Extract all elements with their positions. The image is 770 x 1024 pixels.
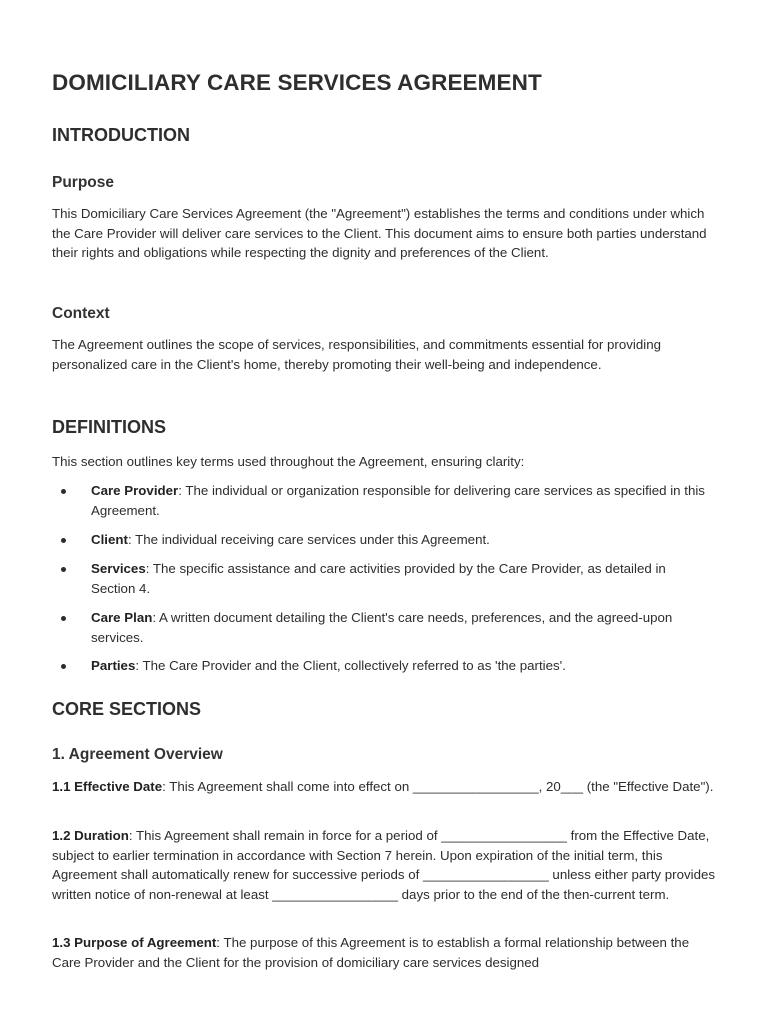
definition-term: Parties [91,658,136,673]
bullet-icon [61,567,66,572]
definition-text [91,481,706,520]
definition-term: Client [91,532,128,547]
list-item [52,608,717,647]
clause-label: 1.1 Effective Date [52,779,163,794]
clause-label: 1.2 Duration [52,828,129,843]
context-heading: Context [52,305,110,322]
agreement-overview-heading: 1. Agreement Overview [52,746,223,763]
purpose-paragraph: This Domiciliary Care Services Agreement (the "Agreement") establishes the terms and conditions under which the Care Provider will deliver care services to the Client. This document aims to ensure both parties understand their rights and obligations while respecting the dignity and preferences of the Client. [52,206,707,261]
purpose-heading: Purpose [52,174,115,191]
context-paragraph: The Agreement outlines the scope of services, responsibilities, and commitments essential for providing personalized care in the Client's home, thereby promoting their well-being and independence. [52,337,662,372]
clause-text: : This Agreement shall remain in force for a period of _________________ from the Effective Date, subject to earlier termination in accordance with Section 7 herein. Upon expiration of the initial term, this Agreement shall automatically renew for successive periods of _________________ unless either party provides written notice of non-renewal at least _________________ days prior to the end of the then-current term. [52,828,716,902]
definition-description: : The Care Provider and the Client, collectively referred to as 'the parties'. [135,658,566,673]
definition-term: Services [91,561,146,576]
definitions-intro: This section outlines key terms used throughout the Agreement, ensuring clarity: [52,454,525,469]
bullet-icon [61,616,66,621]
list-item [52,656,717,676]
definition-term: Care Provider [91,483,179,498]
list-item [52,530,717,550]
clause-effective-date [52,777,717,797]
document-title: DOMICILIARY CARE SERVICES AGREEMENT [52,70,542,95]
bullet-icon [61,664,66,669]
clause-text: : The purpose of this Agreement is to establish a formal relationship between the Care Provider and the Client for the provision of domiciliary care services designed [52,935,690,970]
definition-description: : The individual receiving care services under this Agreement. [127,532,490,547]
bullet-icon [61,538,66,543]
definition-text [91,608,706,647]
definitions-heading: DEFINITIONS [52,417,167,437]
list-item [52,481,717,520]
definition-term: Care Plan [91,610,153,625]
definition-description: : The individual or organization responsible for delivering care services as specified in this Agreement. [91,483,705,518]
clause-text: : This Agreement shall come into effect on _________________, 20___ (the "Effective Date"). [162,779,714,794]
clause-label: 1.3 Purpose of Agreement [52,935,217,950]
clause-purpose-of-agreement [52,933,717,972]
bullet-icon [61,489,66,494]
definition-description: : A written document detailing the Client's care needs, preferences, and the agreed-upon services. [91,610,673,645]
definition-description: : The specific assistance and care activities provided by the Care Provider, as detailed in Section 4. [91,561,666,596]
core-sections-heading: CORE SECTIONS [52,699,202,719]
definition-text [91,559,706,598]
definition-text [91,656,706,676]
clause-duration [52,826,717,904]
list-item [52,559,717,598]
introduction-heading: INTRODUCTION [52,125,190,145]
definition-text [91,530,706,550]
